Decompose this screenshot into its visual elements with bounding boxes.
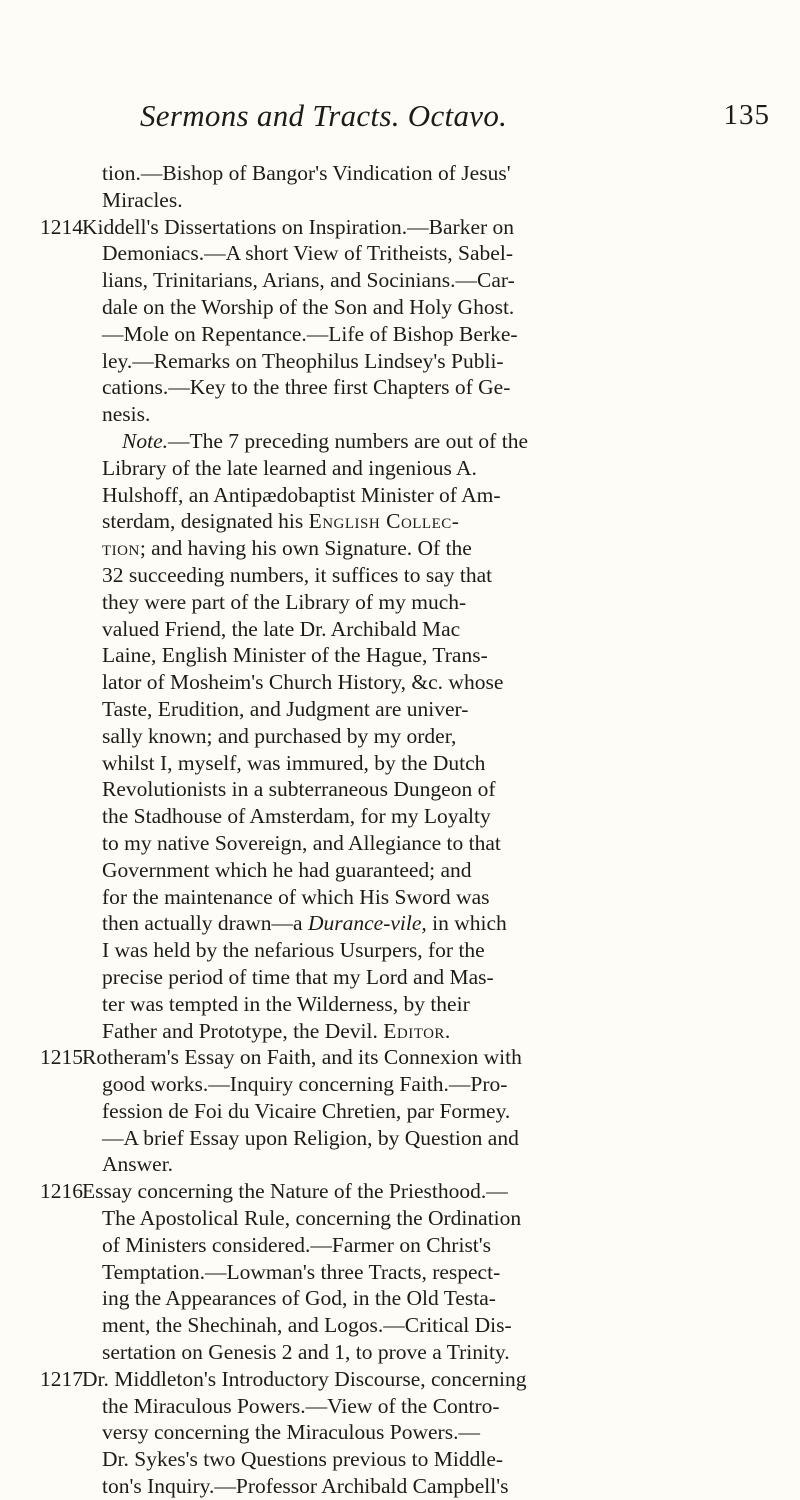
- catalogue-line: [40, 1473, 760, 1500]
- line-text: [102, 535, 472, 562]
- line-text: [102, 750, 485, 777]
- catalogue-line: [40, 964, 760, 991]
- line-segment: Library of the late learned and ingenious A.: [102, 455, 477, 480]
- catalogue-line: [40, 589, 760, 616]
- line-text: [102, 294, 514, 321]
- catalogue-line: [40, 508, 760, 535]
- catalogue-line: [40, 1098, 760, 1125]
- catalogue-line: [40, 750, 760, 777]
- catalogue-line: [40, 374, 760, 401]
- line-segment: the Stadhouse of Amsterdam, for my Loyalty: [102, 804, 491, 829]
- line-segment: valued Friend, the late Dr. Archibald Mac: [102, 616, 461, 641]
- catalogue-line: [40, 1285, 760, 1312]
- line-text: [102, 1151, 173, 1178]
- line-segment: Rotheram's Essay on Faith, and its Connexion with: [82, 1045, 522, 1070]
- line-text: [102, 1125, 519, 1152]
- line-text: [102, 589, 466, 616]
- line-text: [102, 884, 490, 911]
- line-segment: they were part of the Library of my much-: [102, 589, 467, 614]
- line-segment: for the maintenance of which His Sword was: [102, 884, 490, 909]
- line-segment: to my native Sovereign, and Allegiance to that: [102, 830, 501, 855]
- line-segment: I was held by the nefarious Usurpers, for the: [102, 938, 485, 963]
- lot-number: 1217: [40, 1366, 83, 1391]
- line-segment: lator of Mosheim's Church History, &c. whose: [102, 670, 504, 695]
- line-segment: lians, Trinitarians, Arians, and Socinians.—Car-: [102, 268, 515, 293]
- line-segment: Essay concerning the Nature of the Priesthood.—: [82, 1179, 508, 1204]
- page-number: 135: [723, 99, 770, 131]
- catalogue-line: [40, 240, 760, 267]
- line-segment: The Apostolical Rule, concerning the Ordination: [102, 1206, 522, 1231]
- line-segment: versy concerning the Miraculous Powers.—: [102, 1420, 480, 1445]
- line-text: [102, 830, 501, 857]
- line-segment: cations.—Key to the three first Chapters of Ge-: [102, 375, 511, 400]
- line-text: [102, 1018, 451, 1045]
- line-text: [102, 991, 470, 1018]
- catalogue-line: [40, 1232, 760, 1259]
- line-text: [102, 374, 510, 401]
- line-segment: ; and having his own Signature. Of the: [139, 536, 472, 561]
- line-segment: dale on the Worship of the Son and Holy Ghost.: [102, 294, 515, 319]
- line-text: [102, 803, 491, 830]
- line-text: [102, 267, 515, 294]
- line-segment: fession de Foi du Vicaire Chretien, par Formey.: [102, 1098, 511, 1123]
- line-text: [102, 696, 468, 723]
- line-segment: sally known; and purchased by my order,: [102, 723, 457, 748]
- line-segment: precise period of time that my Lord and Mas-: [102, 964, 494, 989]
- catalogue-entry-line: [40, 1044, 760, 1071]
- catalogue-line: [40, 428, 760, 455]
- line-text: [102, 508, 459, 535]
- line-text: [102, 160, 511, 187]
- line-text: [102, 1473, 508, 1500]
- catalogue-entry-line: [40, 1178, 760, 1205]
- catalogue-line: [40, 1071, 760, 1098]
- catalogue-line: [40, 937, 760, 964]
- catalogue-line: [40, 669, 760, 696]
- line-segment: Hulshoff, an Antipædobaptist Minister of Am-: [102, 482, 501, 507]
- italic-text: Durance-vile,: [307, 911, 427, 936]
- line-text: [102, 1071, 507, 1098]
- catalogue-line: [40, 294, 760, 321]
- running-head: [140, 98, 780, 138]
- catalogue-line: [40, 1312, 760, 1339]
- line-segment: ter was tempted in the Wilderness, by their: [102, 991, 470, 1016]
- catalogue-line: [40, 455, 760, 482]
- catalogue-line: [40, 1339, 760, 1366]
- catalogue-line: [40, 348, 760, 375]
- note-label: Note.: [122, 428, 168, 453]
- line-segment: Temptation.—Lowman's three Tracts, respect-: [102, 1259, 501, 1284]
- line-segment: ton's Inquiry.—Professor Archibald Campbell's: [102, 1474, 509, 1499]
- line-text: [102, 1205, 521, 1232]
- line-text: [102, 1339, 510, 1366]
- catalogue-entry-line: [40, 1366, 760, 1393]
- catalogue-line: [40, 1393, 760, 1420]
- line-text: [102, 187, 183, 214]
- line-segment: tion.—Bishop of Bangor's Vindication of Jesus': [102, 161, 511, 185]
- line-segment: ment, the Shechinah, and Logos.—Critical Dis-: [102, 1313, 512, 1338]
- line-text: [102, 240, 513, 267]
- line-text: [102, 1393, 500, 1420]
- line-text: [102, 616, 460, 643]
- line-segment: Taste, Erudition, and Judgment are univer-: [102, 696, 469, 721]
- catalogue-line: [40, 321, 760, 348]
- line-text: [102, 348, 504, 375]
- catalogue-line: [40, 160, 760, 187]
- line-segment: Kiddell's Dissertations on Inspiration.—Barker on: [82, 214, 515, 239]
- catalogue-line: [40, 1446, 760, 1473]
- lot-number: 1215: [40, 1045, 83, 1070]
- lot-number: 1216: [40, 1179, 83, 1204]
- running-title: Sermons and Tracts. Octavo.: [140, 98, 508, 133]
- catalogue-line: [40, 535, 760, 562]
- line-segment: Dr. Sykes's two Questions previous to Middle-: [102, 1447, 504, 1472]
- catalogue-line: [40, 884, 760, 911]
- line-segment: 32 succeeding numbers, it suffices to say that: [102, 562, 493, 587]
- line-segment: Father and Prototype, the Devil.: [102, 1018, 378, 1043]
- catalogue-line: [40, 401, 760, 428]
- line-segment: —A brief Essay upon Religion, by Question and: [102, 1125, 519, 1150]
- line-text: [102, 321, 518, 348]
- line-segment: sertation on Genesis 2 and 1, to prove a Trinity.: [102, 1340, 510, 1365]
- line-segment: of Ministers considered.—Farmer on Christ's: [102, 1232, 492, 1257]
- catalogue-line: [40, 1205, 760, 1232]
- small-caps-text: Editor.: [383, 1018, 451, 1043]
- line-segment: good works.—Inquiry concerning Faith.—Pro-: [102, 1072, 508, 1097]
- line-text: [102, 857, 472, 884]
- line-text: [102, 723, 456, 750]
- line-segment: the Miraculous Powers.—View of the Contro-: [102, 1393, 500, 1418]
- line-segment: Answer.: [102, 1152, 174, 1177]
- catalogue-line: [40, 696, 760, 723]
- catalogue-line: [40, 857, 760, 884]
- catalogue-text: [40, 160, 760, 1500]
- line-segment: sterdam, designated his: [102, 509, 304, 534]
- catalogue-line: [40, 910, 760, 937]
- catalogue-line: [40, 562, 760, 589]
- catalogue-entry-line: [40, 214, 760, 241]
- line-segment: ley.—Remarks on Theophilus Lindsey's Publi-: [102, 348, 504, 373]
- line-text: [102, 776, 496, 803]
- line-text: [102, 1232, 491, 1259]
- catalogue-line: [40, 723, 760, 750]
- line-text: [82, 1044, 522, 1071]
- line-segment: Dr. Middleton's Introductory Discourse, concerning: [82, 1366, 527, 1391]
- catalogue-line: [40, 1151, 760, 1178]
- line-segment: ing the Appearances of God, in the Old Testa-: [102, 1286, 496, 1311]
- line-text: [102, 562, 492, 589]
- line-text: [82, 214, 514, 241]
- line-text: [102, 1098, 510, 1125]
- catalogue-line: [40, 776, 760, 803]
- line-text: [82, 1178, 508, 1205]
- line-text: [102, 964, 494, 991]
- line-text: [102, 401, 150, 428]
- lot-number: 1214: [40, 214, 83, 239]
- line-segment: Demoniacs.—A short View of Tritheists, Sabel-: [102, 241, 513, 266]
- line-text: [102, 482, 501, 509]
- catalogue-line: [40, 1125, 760, 1152]
- line-text: [102, 1312, 512, 1339]
- line-segment: Government which he had guaranteed; and: [102, 857, 472, 882]
- catalogue-line: [40, 482, 760, 509]
- line-text: [102, 910, 507, 937]
- small-caps-text: tion: [102, 536, 140, 561]
- line-text: [122, 428, 528, 455]
- line-segment: nesis.: [102, 402, 151, 427]
- line-segment: Revolutionists in a subterraneous Dungeon of: [102, 777, 496, 802]
- line-segment: —The 7 preceding numbers are out of the: [167, 428, 528, 453]
- catalogue-line: [40, 991, 760, 1018]
- catalogue-line: [40, 803, 760, 830]
- line-text: [102, 642, 488, 669]
- catalogue-line: [40, 267, 760, 294]
- catalogue-line: [40, 616, 760, 643]
- line-text: [102, 1446, 503, 1473]
- line-text: [102, 1285, 496, 1312]
- catalogue-line: [40, 187, 760, 214]
- line-segment: then actually drawn—a: [102, 911, 303, 936]
- catalogue-line: [40, 1018, 760, 1045]
- line-segment: Miracles.: [102, 187, 183, 212]
- line-text: [102, 1259, 500, 1286]
- line-segment: Laine, English Minister of the Hague, Trans-: [102, 643, 488, 668]
- line-segment: in which: [432, 911, 507, 936]
- catalogue-line: [40, 642, 760, 669]
- line-segment: —Mole on Repentance.—Life of Bishop Berke-: [102, 321, 518, 346]
- small-caps-text: English Collec-: [308, 509, 460, 534]
- line-text: [82, 1366, 527, 1393]
- catalogue-line: [40, 1419, 760, 1446]
- catalogue-line: [40, 1259, 760, 1286]
- line-text: [102, 937, 485, 964]
- catalogue-line: [40, 830, 760, 857]
- line-text: [102, 669, 503, 696]
- line-text: [102, 455, 477, 482]
- line-segment: whilst I, myself, was immured, by the Dutch: [102, 750, 486, 775]
- line-text: [102, 1419, 480, 1446]
